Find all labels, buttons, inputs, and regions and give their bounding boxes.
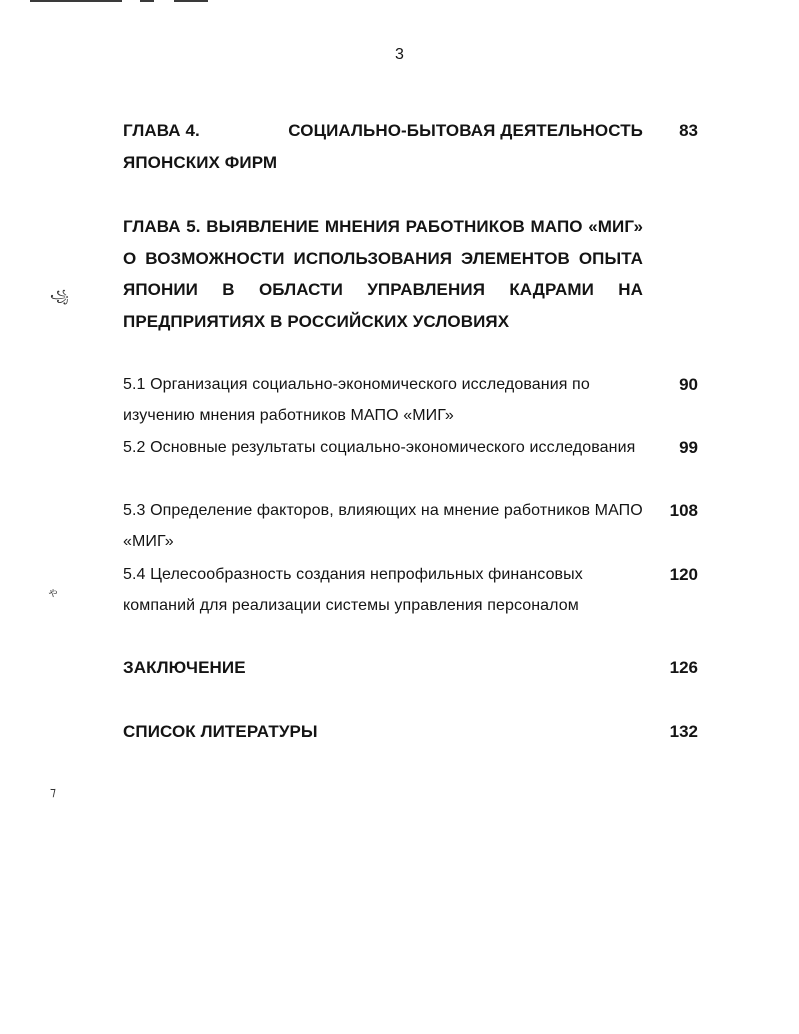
margin-scan-mark: ⁊ [50,785,56,799]
toc-entry-title: 5.4 Целесообразность создания непрофильных финансовых компаний для реализации системы управления персоналом [123,566,583,614]
toc-entry-title [123,115,643,178]
margin-scan-mark: ゃ [47,585,60,599]
margin-scan-mark: ꧁ [50,289,69,303]
scan-artifact-line [140,0,154,2]
page-number: 3 [395,46,404,63]
toc-page-number: 108 [669,501,698,520]
scan-artifact-line [174,0,208,2]
toc-entry-chapter-4[interactable] [123,115,698,178]
toc-entry-bibliography[interactable] [123,716,698,748]
toc-entry-section-5-2[interactable] [123,432,698,463]
toc-entry-title: ГЛАВА 5. ВЫЯВЛЕНИЕ МНЕНИЯ РАБОТНИКОВ МАПО «МИГ» О ВОЗМОЖНОСТИ ИСПОЛЬЗОВАНИЯ ЭЛЕМЕНТОВ ОПЫТА ЯПОНИИ В ОБЛАСТИ УПРАВЛЕНИЯ КАДРАМИ НА ПРЕДПРИЯТИЯХ В РОССИЙСКИХ УСЛОВИЯХ [123,217,643,331]
toc-page-number: 99 [679,438,698,457]
chapter-title-line-2: ЯПОНСКИХ ФИРМ [123,152,278,172]
toc-page-number: 126 [669,658,698,677]
toc-entry-section-5-4[interactable] [123,559,698,621]
toc-page-number: 90 [679,375,698,394]
toc-entry-conclusion[interactable] [123,652,698,684]
chapter-title-line-1: СОЦИАЛЬНО-БЫТОВАЯ ДЕЯТЕЛЬНОСТЬ [288,121,643,140]
toc-page-number: 83 [679,121,698,140]
toc-page-number: 120 [669,565,698,584]
toc-entry-section-5-1[interactable] [123,369,698,431]
chapter-label: ГЛАВА 4. [123,121,200,140]
toc-entry-title: СПИСОК ЛИТЕРАТУРЫ [123,722,318,741]
toc-page-number: 132 [669,722,698,741]
toc-entry-title: 5.3 Определение факторов, влияющих на мнение работников МАПО «МИГ» [123,502,643,550]
toc-entry-title: 5.2 Основные результаты социально-экономического исследования [123,439,636,456]
toc-entry-chapter-5[interactable] [123,211,698,337]
toc-entry-section-5-3[interactable] [123,495,698,557]
scan-artifact-line [30,0,122,2]
toc-entry-title: ЗАКЛЮЧЕНИЕ [123,658,246,677]
toc-entry-title: 5.1 Организация социально-экономического исследования по изучению мнения работников МАПО «МИГ» [123,376,590,424]
